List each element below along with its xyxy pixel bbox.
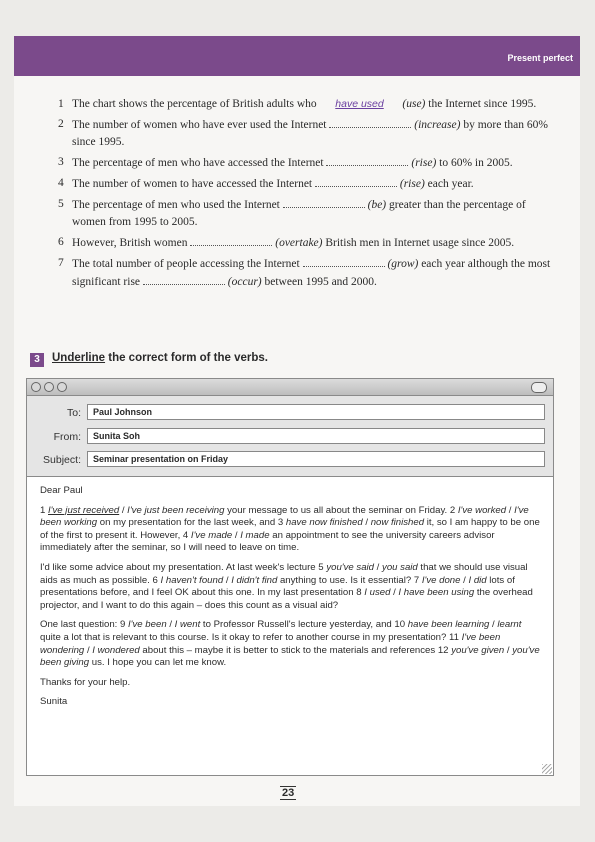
verb-option[interactable]: you said — [382, 561, 418, 573]
email-body — [40, 485, 540, 716]
header-band — [14, 36, 580, 76]
item-text: The percentage of men who used the Internet — [72, 199, 283, 211]
verb-option[interactable]: have now finished — [285, 517, 363, 529]
exercise-item — [58, 96, 558, 113]
verb-prompt: (grow) — [387, 258, 419, 270]
item-text: The number of women who have ever used the Internet — [72, 119, 330, 131]
answer-blank[interactable] — [303, 255, 385, 267]
exercise-2-list — [58, 96, 558, 294]
exercise-item — [58, 154, 558, 172]
email-thanks: Thanks for your help. — [40, 676, 131, 688]
verb-option[interactable]: I went — [174, 619, 201, 631]
email-paragraph-3: One last question: 9 I've been / I went to Professor Russell's lecture yesterday, and 10 have been learning / learnt quite a lot that is relevant to this course. Is it okay to refer to another course in my presentation? 11 I've been wondering / I wondered about this – maybe it is better to stick to the materials and references 12 you've given / you've been giving us. I hope you can let me know. — [40, 619, 540, 669]
email-titlebar — [27, 379, 553, 396]
to-label: To: — [66, 407, 81, 419]
minimize-window-icon[interactable] — [44, 382, 54, 392]
verb-option[interactable]: have been learning — [407, 619, 490, 631]
item-number: 1 — [58, 98, 64, 110]
verb-prompt: (rise) — [411, 157, 437, 169]
email-greeting: Dear Paul — [40, 485, 83, 496]
verb-option[interactable]: learnt — [497, 619, 522, 631]
verb-option[interactable]: I've just received — [48, 504, 120, 516]
answer-blank[interactable] — [143, 273, 225, 285]
verb-option[interactable]: now finished — [370, 517, 425, 529]
verb-prompt: (be) — [367, 199, 387, 211]
verb-prompt: (occur) — [227, 276, 262, 288]
item-number: 3 — [58, 156, 64, 168]
verb-prompt: (overtake) — [275, 237, 323, 249]
item-number: 6 — [58, 236, 64, 248]
exercise-item — [58, 234, 558, 252]
verb-option[interactable]: I've been working — [40, 504, 529, 529]
verb-option[interactable]: I used — [364, 587, 391, 599]
zoom-window-icon[interactable] — [57, 382, 67, 392]
item-number: 4 — [58, 177, 64, 189]
answer-blank[interactable]: have used — [335, 98, 384, 110]
exercise-3-number-badge: 3 — [30, 353, 44, 367]
email-signoff: Sunita — [40, 696, 68, 708]
item-text: The number of women to have accessed the Internet — [72, 178, 315, 190]
answer-blank[interactable] — [283, 196, 365, 208]
to-field[interactable]: Paul Johnson — [87, 404, 545, 420]
answer-blank[interactable] — [190, 234, 272, 246]
subject-label: Subject: — [43, 454, 81, 466]
item-text: The total number of people accessing the Internet — [72, 258, 303, 270]
verb-option[interactable]: I've made — [190, 529, 233, 541]
item-text: to 60% in 2005. — [436, 157, 513, 169]
email-paragraph-1: 1 I've just received / I've just been receiving your message to us all about the seminar on Friday. 2 I've worked / I've been working on my presentation for the last week, and 3 have now finished / now finished it, so I am happy to be one of the first to present it. However, 4 I've made / I made an appointment to see the university careers advisor immediately after the seminar, so I will need to leave on time. — [40, 504, 540, 554]
verb-option[interactable]: I didn't find — [231, 574, 278, 586]
subject-field[interactable]: Seminar presentation on Friday — [87, 451, 545, 467]
verb-option[interactable]: I did — [468, 574, 487, 586]
exercise-item — [58, 255, 558, 291]
item-number: 2 — [58, 118, 64, 130]
verb-option[interactable]: I have been using — [398, 587, 475, 599]
item-text: The percentage of men who have accessed the Internet — [72, 157, 327, 169]
item-text: the Internet since 1995. — [425, 98, 537, 110]
verb-option[interactable]: I wondered — [92, 644, 140, 656]
answer-blank[interactable] — [329, 116, 411, 128]
verb-prompt: (use) — [402, 98, 426, 110]
item-text: The chart shows the percentage of British adults who — [72, 98, 320, 110]
item-text: British men in Internet usage since 2005. — [322, 237, 515, 249]
verb-option[interactable]: you've given — [451, 644, 505, 656]
verb-option[interactable]: I've been — [128, 619, 167, 631]
item-number: 7 — [58, 257, 64, 269]
verb-option[interactable]: I've done — [421, 574, 461, 586]
email-paragraph-2: I'd like some advice about my presentation. At last week's lecture 5 you've said / you said that we should use visual aids as much as possible. 6 I haven't found / I didn't find anything to use. Is it essential? 7 I've done / I did lots of presentations before, and I feel OK about this one. In my last presentation 8 I used / I have been using the overhead projector, and I want to do this again – does this count as a visual aid? — [40, 561, 533, 611]
item-text: greater than the percentage of women from 1995 to 2005. — [72, 199, 526, 228]
item-text: by more than 60% since 1995. — [72, 119, 548, 148]
item-text: However, British women — [72, 237, 191, 249]
verb-option[interactable]: I've worked — [457, 504, 507, 516]
verb-prompt: (increase) — [414, 119, 461, 131]
from-field[interactable]: Sunita Soh — [87, 428, 545, 444]
exercise-3-instruction: Underline the correct form of the verbs. — [52, 352, 269, 364]
item-text: between 1995 and 2000. — [261, 276, 377, 288]
item-text: each year. — [424, 178, 474, 190]
verb-option[interactable]: you've been giving — [40, 644, 540, 669]
exercise-item — [58, 196, 558, 231]
close-window-icon[interactable] — [31, 382, 41, 392]
header-title: Present perfect — [507, 53, 573, 63]
resize-grip-icon[interactable] — [542, 764, 552, 774]
exercise-item — [58, 116, 558, 151]
verb-option[interactable]: you've said — [326, 561, 375, 573]
verb-option[interactable]: I've just been receiving — [127, 504, 225, 516]
email-window — [26, 378, 554, 776]
verb-prompt: (rise) — [399, 178, 425, 190]
verb-option[interactable]: I haven't found — [160, 574, 224, 586]
verb-option[interactable]: I made — [240, 529, 270, 541]
item-number: 5 — [58, 198, 64, 210]
verb-option[interactable]: I've been wondering — [40, 631, 501, 656]
answer-blank[interactable] — [315, 175, 397, 187]
from-label: From: — [53, 431, 81, 443]
item-text: each year although the most significant rise — [72, 258, 551, 288]
exercise-item — [58, 175, 558, 193]
page-number: 23 — [282, 787, 295, 799]
answer-blank[interactable] — [326, 154, 408, 166]
email-header-fields — [27, 396, 553, 477]
toolbar-toggle-icon[interactable] — [531, 382, 547, 393]
